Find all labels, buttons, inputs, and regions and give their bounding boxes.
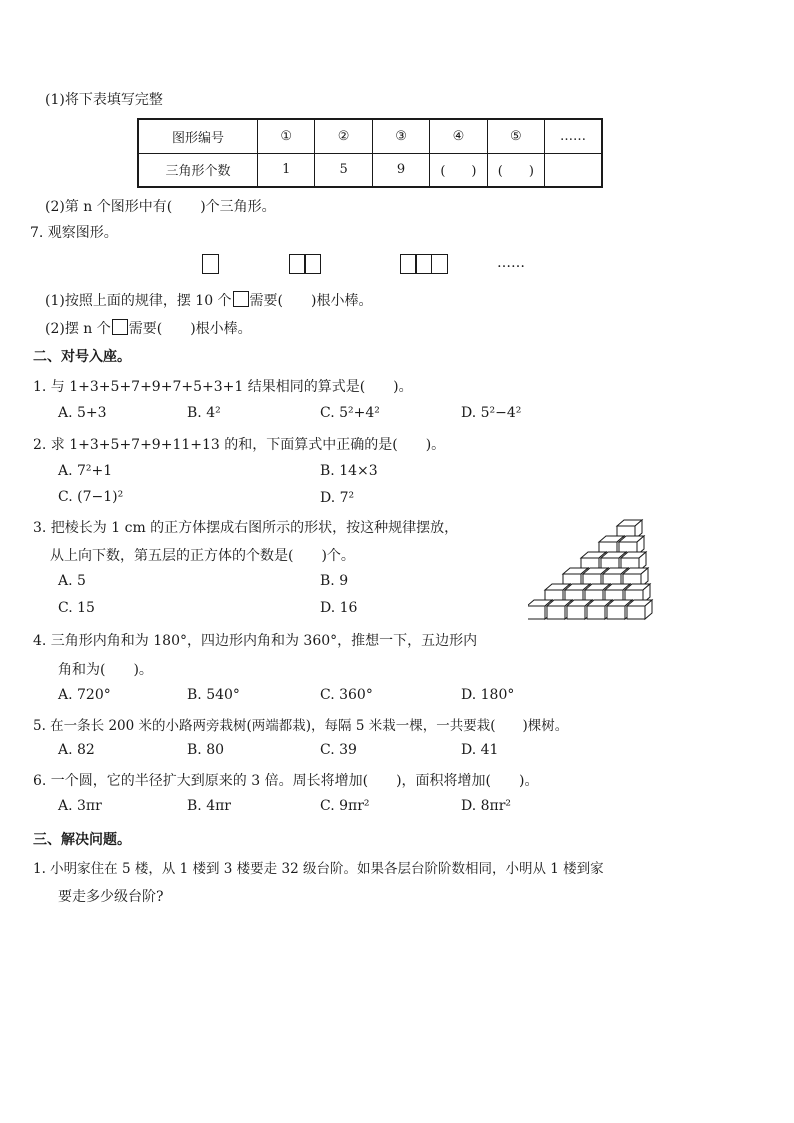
table-cell: ⑤ [487, 119, 544, 153]
table-cell: ① [258, 119, 315, 153]
option-d[interactable]: D. 5²−4² [461, 405, 522, 421]
option-d[interactable]: D. 180° [461, 687, 515, 703]
option-d[interactable]: D. 16 [320, 600, 358, 616]
question-text: 从上向下数，第五层的正方体的个数是( )个。 [50, 548, 355, 564]
option-b[interactable]: B. 4² [187, 405, 221, 421]
table-cell: ④ [430, 119, 487, 153]
option-a[interactable]: A. 5 [58, 573, 86, 589]
square-icon [233, 291, 249, 307]
table-row [138, 153, 602, 187]
option-c[interactable]: C. 5²+4² [320, 405, 380, 421]
question-text: (1)按照上面的规律，摆 10 个 [45, 293, 232, 309]
table-cell[interactable]: ( ) [430, 153, 487, 187]
option-c[interactable]: C. (7−1)² [58, 489, 124, 505]
option-d[interactable]: D. 8πr² [461, 798, 512, 814]
section-title: 二、对号入座。 [33, 349, 131, 365]
figure-one-square [202, 254, 217, 274]
option-d[interactable]: D. 7² [320, 490, 355, 506]
cube-shape [627, 600, 652, 619]
table-cell: ② [315, 119, 372, 153]
option-c[interactable]: C. 9πr² [320, 798, 370, 814]
question-text: 6. 一个圆，它的半径扩大到原来的 3 倍。周长将增加( )，面积将增加( )。 [33, 773, 539, 789]
question-fill-table: (1)将下表填写完整 [45, 92, 163, 108]
section-title: 三、解决问题。 [33, 832, 131, 848]
question-n-squares [45, 318, 252, 338]
question-text: 1. 小明家住在 5 楼，从 1 楼到 3 楼要走 32 级台阶。如果各层台阶阶数相同，小明从 1 楼到家 [33, 861, 604, 877]
question-text: 需要( )根小棒。 [249, 293, 373, 309]
option-a[interactable]: A. 720° [58, 687, 111, 703]
option-a[interactable]: A. 3πr [58, 798, 102, 814]
option-b[interactable]: B. 540° [187, 687, 240, 703]
question-text: 需要( )根小棒。 [128, 321, 252, 337]
question-text: 要走多少级台阶? [58, 889, 164, 905]
option-a[interactable]: A. 5+3 [58, 405, 107, 421]
question-ten-squares [45, 290, 372, 310]
question-text: 4. 三角形内角和为 180°，四边形内角和为 360°，推想一下，五边形内 [33, 633, 478, 649]
question-text: 1. 与 1+3+5+7+9+7+5+3+1 结果相同的算式是( )。 [33, 379, 413, 395]
option-a[interactable]: A. 82 [58, 742, 95, 758]
table-cell: ③ [372, 119, 429, 153]
option-b[interactable]: B. 9 [320, 573, 349, 589]
question-text: 3. 把棱长为 1 cm 的正方体摆成右图所示的形状，按这种规律摆放， [33, 520, 459, 536]
figure-two-squares [289, 254, 320, 274]
table-cell: ( ) [487, 153, 544, 187]
option-a[interactable]: A. 7²+1 [58, 463, 113, 479]
table-cell: 1 [258, 153, 315, 187]
table-row [138, 119, 602, 153]
question-text: (2)摆 n 个 [45, 321, 111, 337]
table-cell: 图形编号 [138, 119, 258, 153]
observe-figures-title: 7. 观察图形。 [30, 225, 118, 241]
triangle-count-table [137, 118, 603, 188]
option-b[interactable]: B. 80 [187, 742, 225, 758]
option-b[interactable]: B. 14×3 [320, 463, 378, 479]
ellipsis: …… [497, 255, 525, 271]
question-nth-figure: (2)第 n 个图形中有( )个三角形。 [45, 199, 276, 215]
option-c[interactable]: C. 15 [58, 600, 95, 616]
cube-pyramid-illustration [528, 518, 674, 628]
table-cell: 三角形个数 [138, 153, 258, 187]
question-text: 5. 在一条长 200 米的小路两旁栽树(两端都栽)，每隔 5 米栽一棵，一共要栽( )棵树。 [33, 718, 569, 734]
table-cell: …… [545, 119, 602, 153]
question-text: 角和为( )。 [58, 662, 153, 678]
option-d[interactable]: D. 41 [461, 742, 499, 758]
square-icon [112, 319, 128, 335]
table-cell: 5 [315, 153, 372, 187]
option-b[interactable]: B. 4πr [187, 798, 231, 814]
table-cell[interactable]: 9 [372, 153, 429, 187]
question-text: 2. 求 1+3+5+7+9+11+13 的和，下面算式中正确的是( )。 [33, 437, 446, 453]
option-c[interactable]: C. 360° [320, 687, 373, 703]
option-c[interactable]: C. 39 [320, 742, 357, 758]
figure-three-squares [400, 254, 446, 274]
